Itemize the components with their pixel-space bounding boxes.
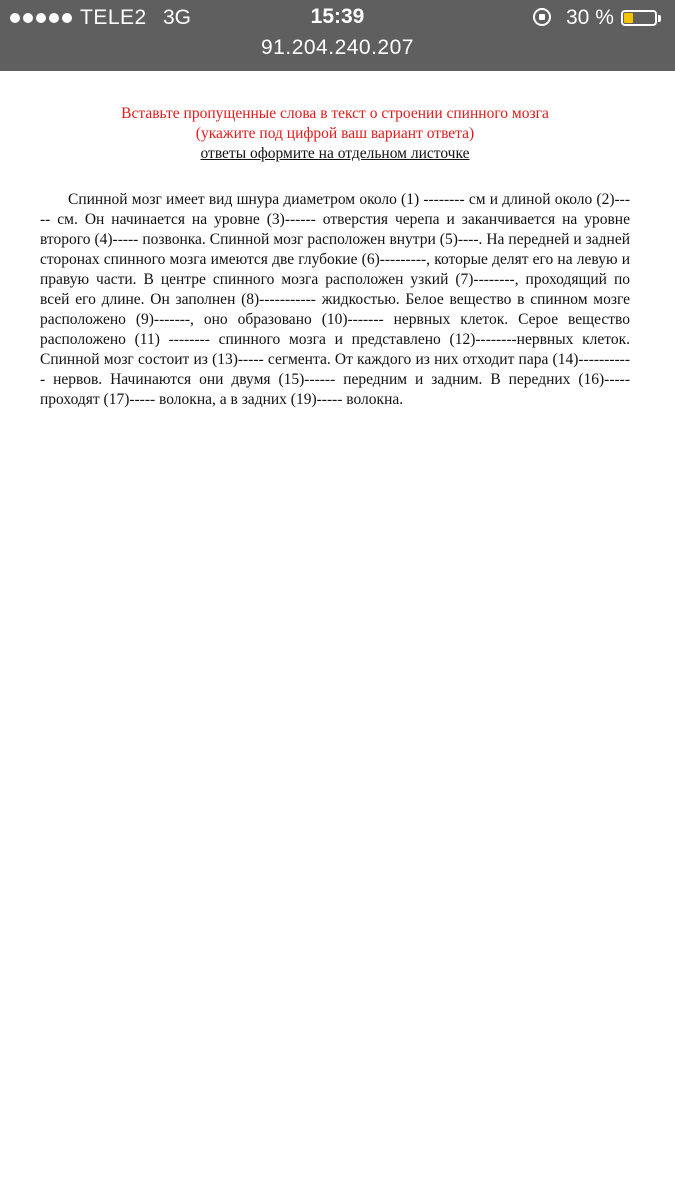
ios-top-bar	[0, 0, 675, 71]
task-subtitle: (укажите под цифрой ваш вариант ответа)	[195, 125, 475, 142]
task-title: Вставьте пропущенные слова в текст о строении спинного мозга	[121, 105, 549, 122]
rotation-lock-icon	[533, 8, 551, 26]
task-text: Спинной мозг имеет вид шнура диаметром около (1) -------- см и длиной около (2)----- см. Он начинается на уровне (3)------ отверстия черепа и заканчивается на уровне второго (4)----- позвонка. Спинной мозг расположен внутри (5)----. На передней и задней сторонах спинного мозга имеются две глубокие (6)---------, которые делят его на левую и правую части. В центре спинного мозга расположен узкий (7)--------, проходящий по всей его длине. Он заполнен (8)----------- жидкостью. Белое вещество в спинном мозге расположено (9)-------, оно образовано (10)------- нервных клеток. Серое вещество расположено (11) -------- спинного мозга и представлено (12)--------нервных клеток. Спинной мозг состоит из (13)----- сегмента. От каждого из них отходит пара (14)----------- нервов. Начинаются они двумя (15)------ передним и задним. В передних (16)----- проходят (17)----- волокна, а в задних (19)----- волокна.	[40, 191, 630, 408]
address-bar[interactable]: 91.204.240.207	[261, 36, 414, 59]
battery-level-fill	[624, 13, 633, 23]
status-time: 15:39	[310, 5, 365, 28]
network-type: 3G	[163, 6, 192, 29]
page-content	[40, 104, 630, 426]
task-heading	[40, 104, 630, 164]
battery-percent: 30 %	[566, 6, 614, 29]
task-instruction: ответы оформите на отдельном листочке	[200, 145, 470, 162]
battery-icon	[621, 10, 657, 26]
carrier-name: TELE2	[80, 6, 147, 29]
battery-cap-icon	[658, 15, 661, 22]
status-bar	[0, 0, 675, 36]
